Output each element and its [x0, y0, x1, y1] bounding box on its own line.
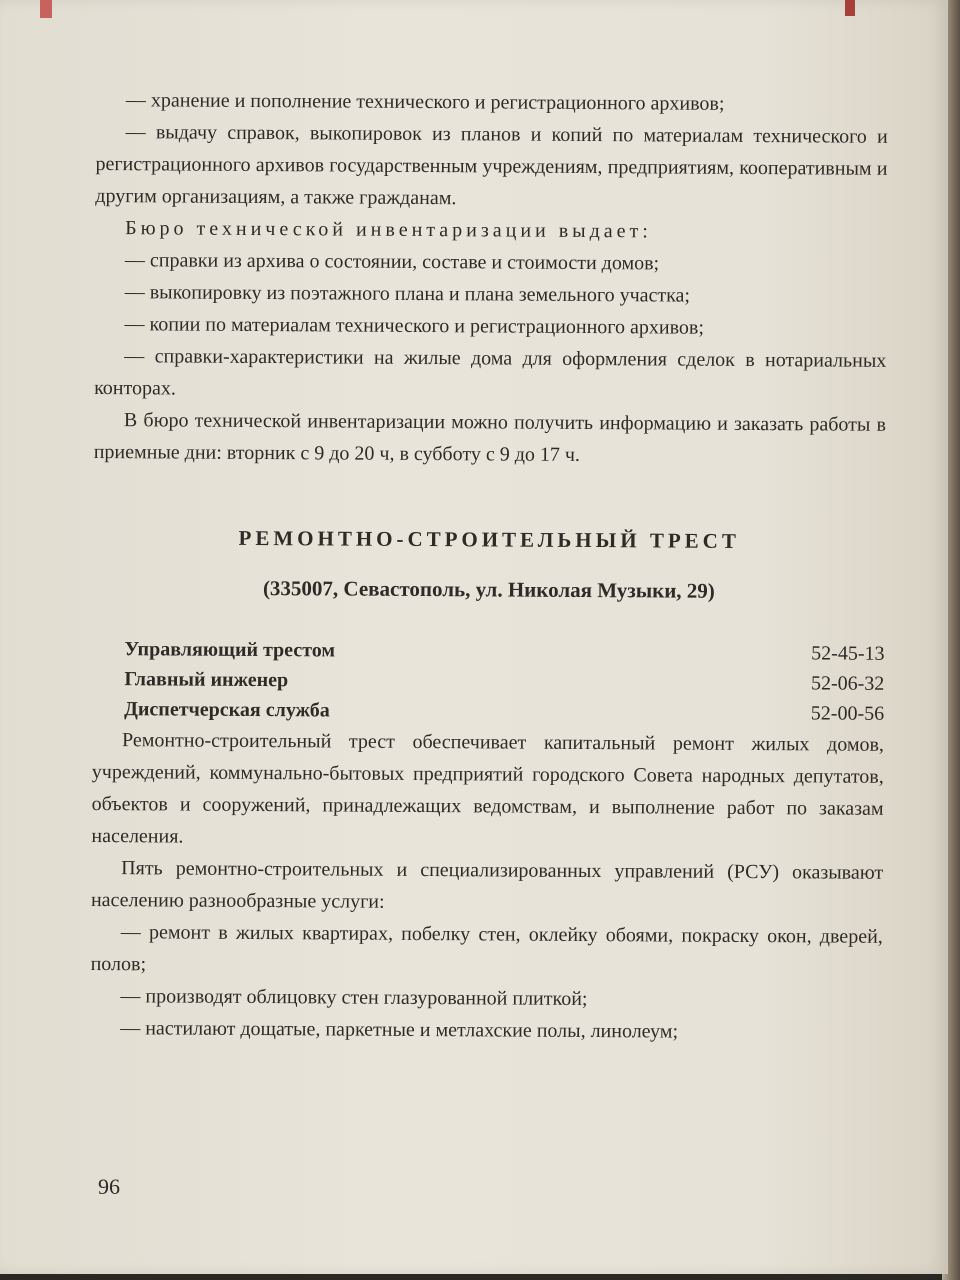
contact-phone: 52-45-13	[811, 642, 885, 665]
contact-role: Управляющий трестом	[124, 638, 336, 662]
list-item: — хранение и пополнение технического и регистрационного архивов;	[125, 89, 725, 115]
contact-role: Диспетчерская служба	[124, 698, 330, 722]
paragraph: Ремонтно-строительный трест обеспечивает капитальный ремонт жилых домов, учреждений, коммунально-бытовых предприятий городского Совета народных депутатов, объектов и сооружений, принадлежащих ведомствам, и выполнение работ по заказам населения.	[91, 729, 885, 848]
section-title: РЕМОНТНО-СТРОИТЕЛЬНЫЙ ТРЕСТ	[238, 525, 740, 553]
contact-role: Главный инженер	[124, 668, 289, 692]
contact-phone: 52-06-32	[810, 672, 885, 695]
list-item: — справки из архива о состоянии, составе и стоимости домов;	[124, 249, 660, 275]
contact-phone: 52-00-56	[810, 702, 885, 725]
contact-row	[124, 694, 884, 729]
list-item: — выкопировку из поэтажного плана и плана земельного участка;	[124, 281, 691, 307]
list-item: — производят облицовку стен глазурованной плиткой;	[120, 985, 588, 1011]
page-content	[90, 84, 888, 1049]
contact-row	[124, 634, 884, 669]
page-number: 96	[98, 1174, 120, 1199]
list-item: — копии по материалам технического и регистрационного архивов;	[124, 313, 704, 339]
section-address: (335007, Севастополь, ул. Николая Музыки, 29)	[262, 576, 715, 603]
list-item: — выдачу справок, выкопировок из планов и копий по материалам технического и регистрационного архивов государственным учреждениям, предприятиям, кооперативным и другим организациям, а также гражданам.	[95, 121, 888, 210]
contact-list	[124, 634, 885, 729]
section-intro: Бюро технической инвентаризации выдает:	[125, 217, 652, 243]
list-item: — справки-характеристики на жилые дома для оформления сделок в нотариальных конторах.	[94, 345, 887, 400]
bookmark-ribbon	[845, 0, 855, 16]
list-item: — ремонт в жилых квартирах, побелку стен, оклейку обоями, покраску окон, дверей, полов;	[90, 921, 883, 976]
bookmark-ribbon	[40, 0, 52, 18]
contact-row	[124, 664, 884, 699]
paragraph: Пять ремонтно-строительных и специализированных управлений (РСУ) оказывают населению разнообразные услуги:	[90, 857, 884, 913]
list-item: — настилают дощатые, паркетные и метлахские полы, линолеум;	[120, 1017, 679, 1043]
paragraph: В бюро технической инвентаризации можно получить информацию и заказать работы в приемные дни: вторник с 9 до 20 ч, в субботу с 9 до 17 ч.	[93, 409, 886, 466]
